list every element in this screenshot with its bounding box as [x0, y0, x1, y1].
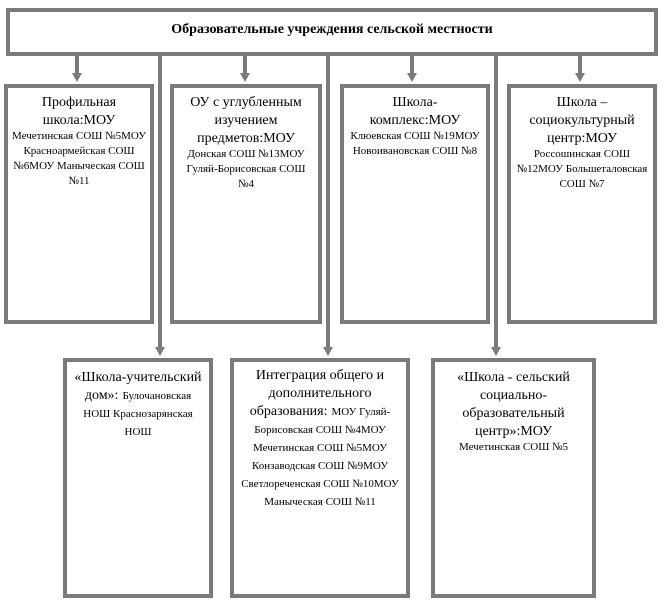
box-heading: Профильная школа: — [41, 95, 117, 128]
box-body: Булочановская НОШ Краснозарянская НОШ — [83, 390, 193, 438]
box-body: Донская СОШ №13МОУ Гуляй-Борисовская СОШ №4 — [186, 148, 306, 190]
box-rural-center — [431, 358, 596, 598]
box-school-complex — [340, 84, 490, 324]
box-body: Клюевская СОШ №19МОУ Новоивановская СОШ №8 — [350, 130, 480, 157]
box-heading: ОУ с углубленным изучением предметов: — [190, 95, 302, 146]
box-heading: Интеграция общего и дополнительного образования: — [249, 368, 385, 419]
header-box — [6, 8, 658, 56]
box-prefix: МОУ — [585, 131, 618, 146]
box-prefix: МОУ — [428, 113, 461, 128]
box-body: Россошинская СОШ №12МОУ Большеталовская СОШ №7 — [516, 148, 648, 190]
box-heading: «Школа - сельский социально-образовательный центр»: — [457, 370, 570, 439]
box-advanced-study — [170, 84, 322, 324]
box-body: Мечетинская СОШ №5 — [458, 441, 569, 453]
box-prefix: МОУ — [263, 131, 295, 146]
diagram-title: Образовательные учреждения сельской местности — [171, 22, 493, 37]
box-sociocultural-center — [507, 84, 657, 324]
box-body: Мечетинская СОШ №5МОУ Красноармейская СОШ №6МОУ Маныческая СОШ №11 — [12, 130, 147, 187]
box-heading: Школа-комплекс: — [369, 95, 438, 128]
box-prefix: МОУ — [83, 113, 116, 128]
box-profile-school — [4, 84, 154, 324]
box-heading: Школа – социокультурный центр: — [529, 95, 635, 146]
box-prefix: МОУ — [520, 424, 553, 439]
box-heading: «Школа-учительский дом»: — [74, 370, 202, 403]
box-body: МОУ Гуляй-Борисовская СОШ №4МОУ Мечетинская СОШ №5МОУ Конзаводская СОШ №9МОУ Светлореченская СОШ №10МОУ Маныческая СОШ №11 — [241, 406, 399, 508]
box-teacher-house — [63, 358, 213, 598]
box-integration — [230, 358, 410, 598]
